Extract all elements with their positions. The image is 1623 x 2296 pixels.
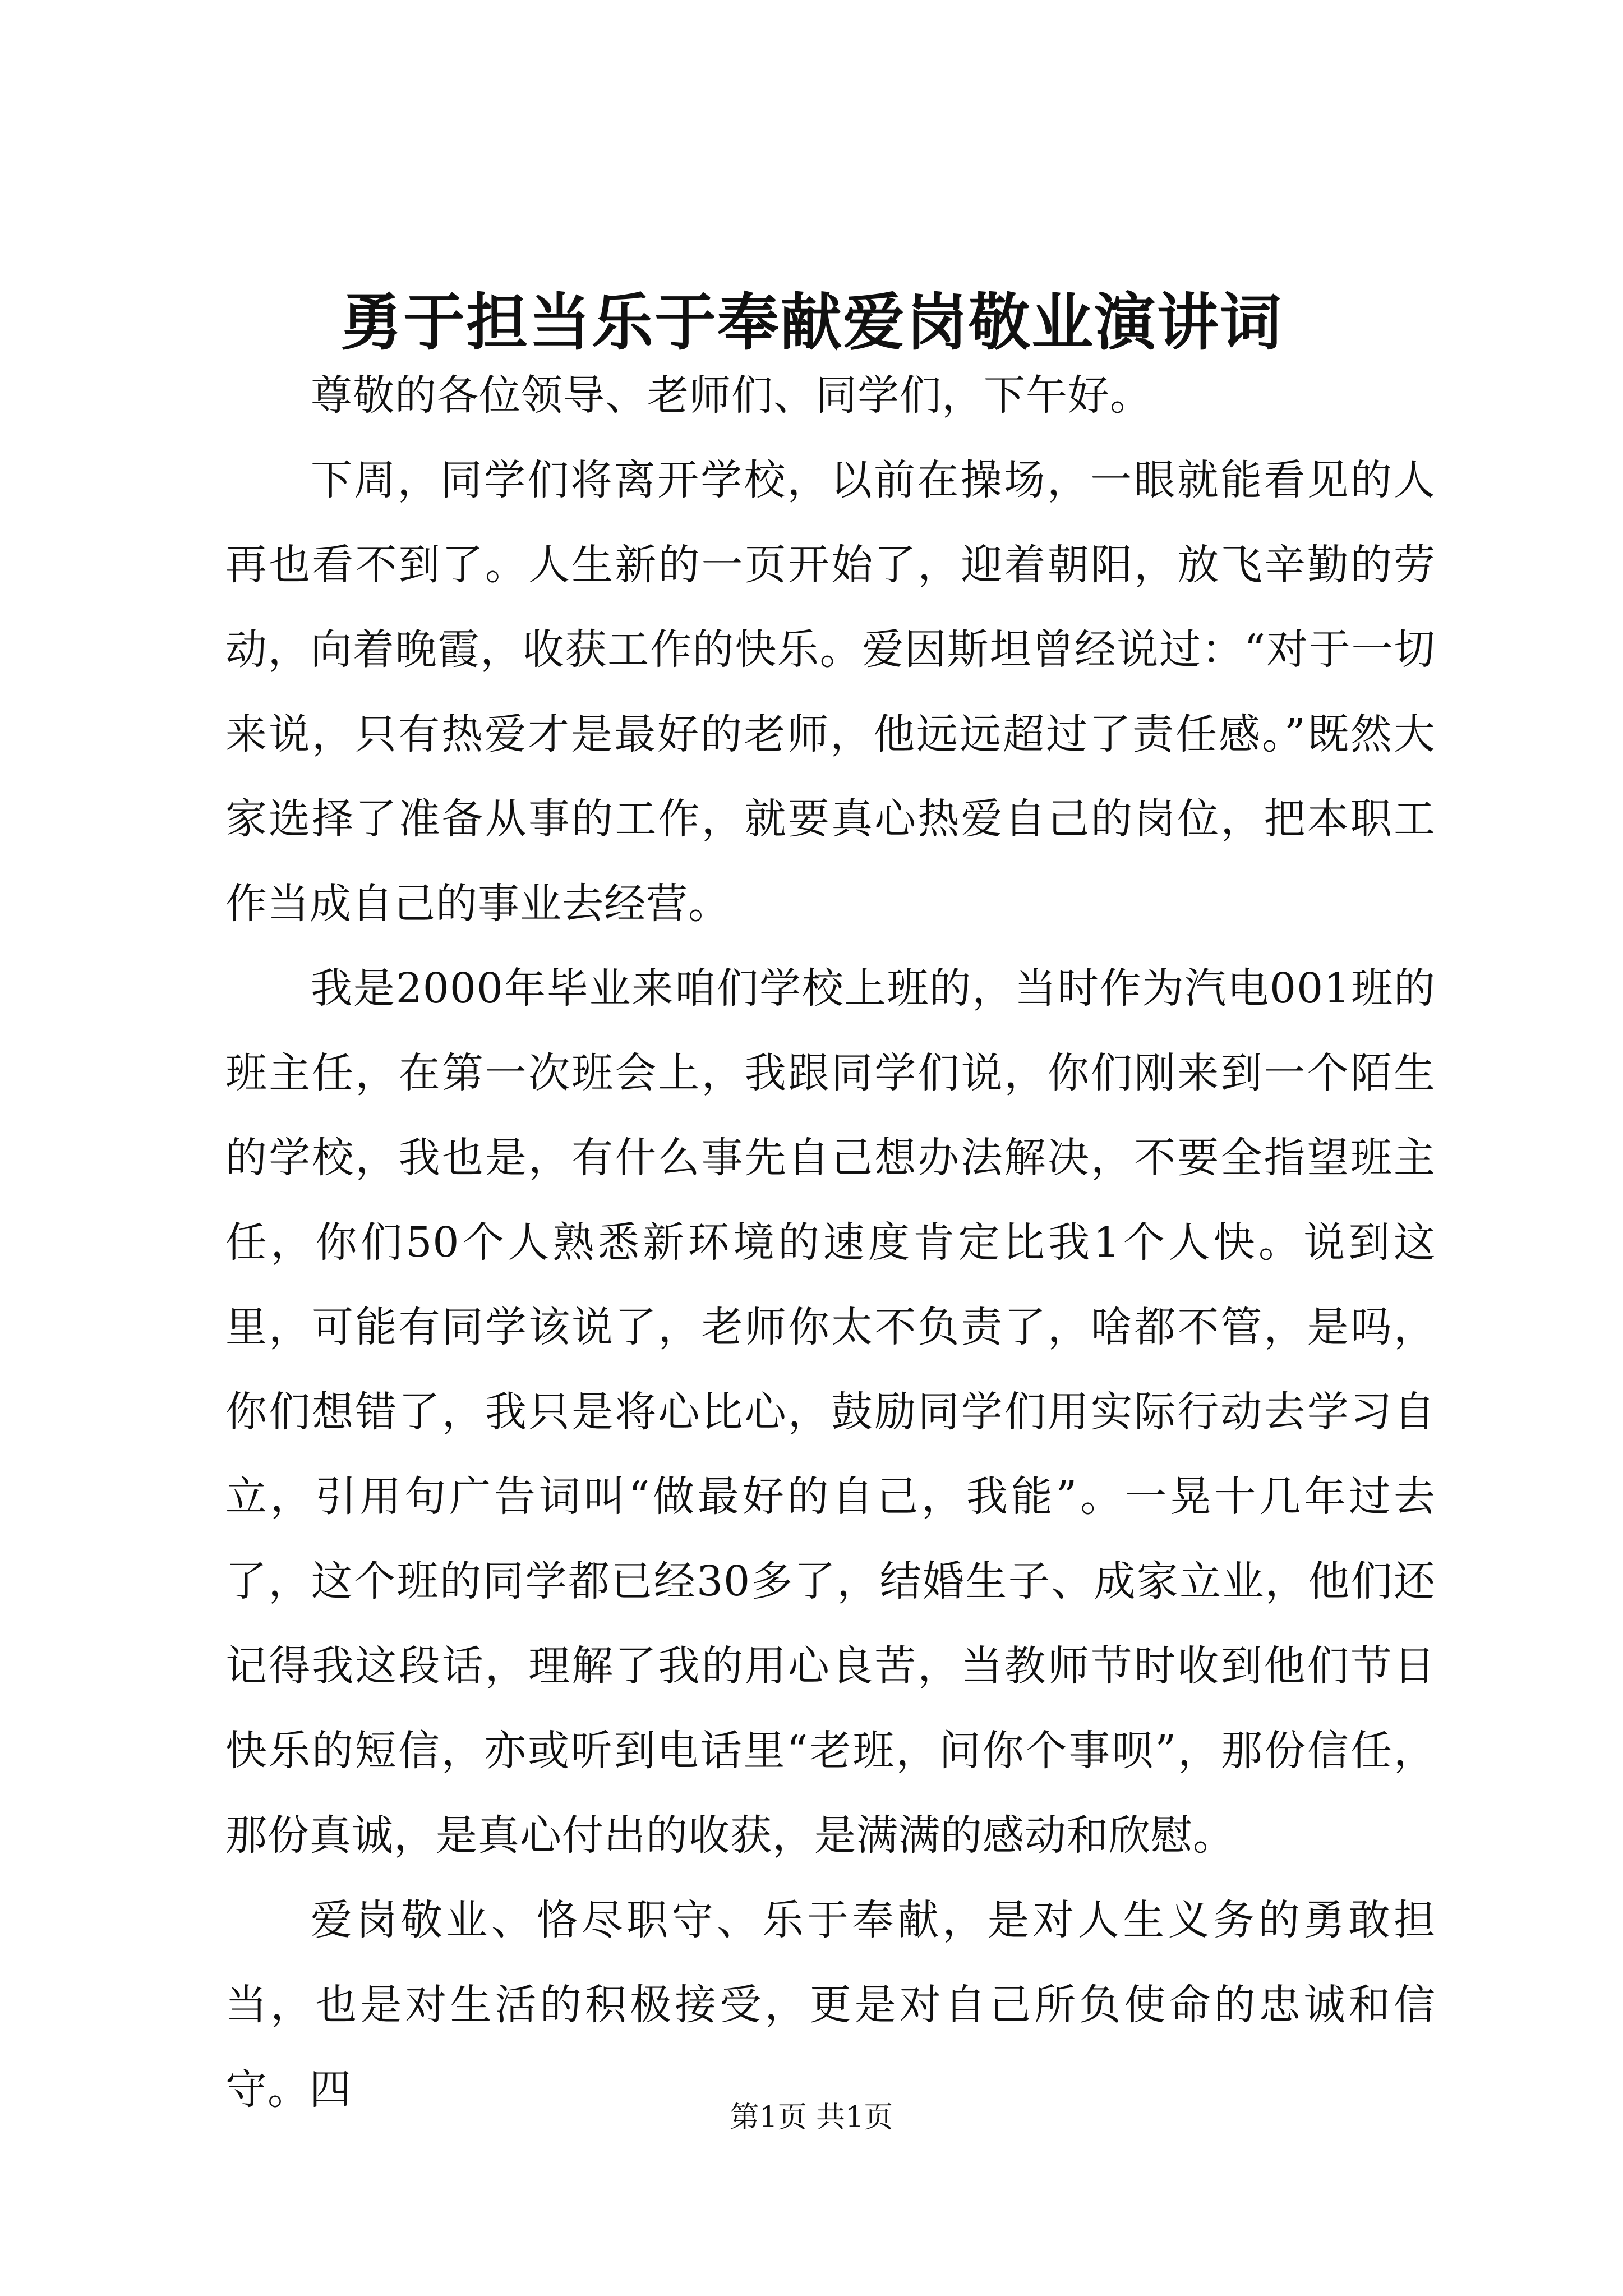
page-footer: 第1页 共1页 bbox=[730, 2101, 893, 2134]
document-title: 勇于担当乐于奉献爱岗敬业演讲词 bbox=[340, 286, 1283, 358]
paragraph: 我是2000年毕业来咱们学校上班的，当时作为汽电001班的班主任，在第一次班会上，我跟同学们说，你们刚来到一个陌生的学校，我也是，有什么事先自己想办法解决，不要全指望班主任，你们50个人熟悉新环境的速度肯定比我1个人快。说到这里，可能有同学该说了，老师你太不负责了，啥都不管，是吗，你们想错了，我只是将心比心，鼓励同学们用实际行动去学习自立，引用句广告词叫“做最好的自己，我能”。一晃十几年过去了，这个班的同学都已经30多了，结婚生子、成家立业，他们还记得我这段话，理解了我的用心良苦，当教师节时收到他们节日快乐的短信，亦或听到电话里“老班，问你个事呗”，那份信任，那份真诚，是真心付出的收获，是满满的感动和欣慰。 bbox=[225, 964, 1436, 1860]
document-body bbox=[225, 353, 1436, 2132]
paragraph: 下周，同学们将离开学校，以前在操场，一眼就能看见的人再也看不到了。人生新的一页开始了，迎着朝阳，放飞辛勤的劳动，向着晚霞，收获工作的快乐。爱因斯坦曾经说过：“对于一切来说，只有热爱才是最好的老师，他远远超过了责任感。”既然大家选择了准备从事的工作，就要真心热爱自己的岗位，把本职工作当成自己的事业去经营。 bbox=[225, 456, 1436, 928]
paragraph-greeting: 尊敬的各位领导、老师们、同学们，下午好。 bbox=[311, 371, 1152, 420]
paragraph: 爱岗敬业、恪尽职守、乐于奉献，是对人生义务的勇敢担当，也是对生活的积极接受，更是对自己所负使命的忠诚和信守。四 bbox=[225, 1896, 1436, 2114]
